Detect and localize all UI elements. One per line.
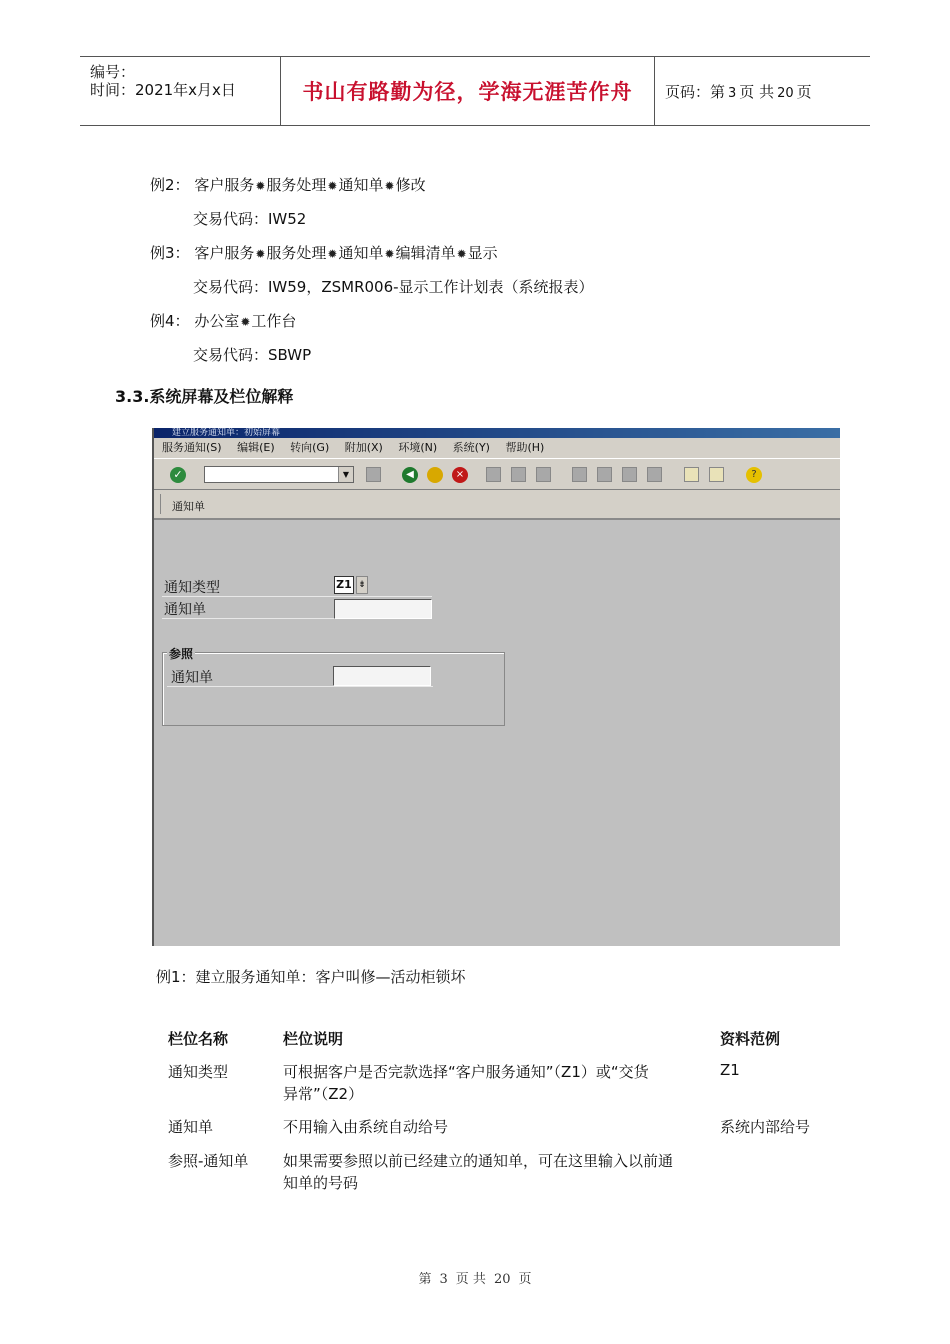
page-footer	[0, 1268, 950, 1287]
toolbar-divider	[160, 494, 161, 514]
page-prefix: 页码：第	[665, 82, 726, 101]
path-separator: ✹	[384, 247, 395, 261]
footer-suffix: 页	[518, 1272, 532, 1287]
path-step: 客户服务	[194, 176, 255, 194]
sap-screenshot	[152, 428, 840, 946]
table-cell-name: 参照-通知单	[168, 1152, 249, 1170]
table-cell-desc: 如果需要参照以前已经建立的通知单，可在这里输入以前通	[283, 1152, 674, 1170]
shortcut-icon[interactable]	[709, 467, 724, 482]
table-cell-desc: 不用输入由系统自动给号	[283, 1118, 449, 1136]
column-header-name: 栏位名称	[168, 1030, 229, 1048]
example-id: 例4：	[150, 312, 190, 330]
menu-goto[interactable]: 转向(G)	[290, 441, 330, 454]
path-separator: ✹	[456, 247, 467, 261]
number-label: 编号：	[90, 63, 136, 81]
reference-group-title: 参照	[169, 647, 194, 661]
notification-type-label: 通知类型	[164, 580, 220, 596]
table-cell-example: Z1	[720, 1061, 740, 1079]
footer-current: 3	[439, 1272, 448, 1287]
example-id: 例3：	[150, 244, 190, 262]
path-step: 通知单	[338, 244, 384, 262]
page-header	[80, 56, 870, 126]
path-step: 客户服务	[194, 244, 255, 262]
exit-icon[interactable]	[427, 467, 443, 483]
path-step: 办公室	[194, 312, 240, 330]
check-icon[interactable]: ✓	[170, 467, 186, 483]
header-meta-cell	[80, 57, 281, 125]
next-page-icon[interactable]	[622, 467, 637, 482]
section-title: 3.3.系统屏幕及栏位解释	[115, 387, 294, 406]
command-field[interactable]	[204, 466, 354, 483]
table-cell-desc: 可根据客户是否完款选择“客户服务通知”（Z1）或“交货	[283, 1063, 649, 1081]
footer-mid: 页 共	[455, 1272, 486, 1287]
path-separator: ✹	[255, 179, 266, 193]
path-separator: ✹	[384, 179, 395, 193]
menu-edit[interactable]: 编辑(E)	[237, 441, 275, 454]
path-step: 修改	[395, 176, 426, 194]
footer-prefix: 第	[418, 1272, 432, 1287]
example-2-path	[150, 174, 426, 195]
menu-bar	[154, 438, 840, 458]
value-help-icon[interactable]: ⇟	[356, 576, 368, 594]
standard-toolbar	[154, 458, 840, 490]
path-step: 工作台	[251, 312, 297, 330]
header-page-cell	[655, 57, 870, 125]
example-id: 例2：	[150, 176, 190, 194]
path-separator: ✹	[240, 315, 251, 329]
table-cell-desc: 知单的号码	[283, 1174, 359, 1192]
path-step: 通知单	[338, 176, 384, 194]
motto: 书山有路勤为径，学海无涯苦作舟	[302, 80, 633, 104]
find-icon[interactable]	[511, 467, 526, 482]
notification-type-input[interactable]: Z1	[334, 576, 354, 594]
page-suffix: 页	[796, 82, 812, 101]
field-divider	[167, 686, 433, 687]
notification-label: 通知单	[164, 602, 206, 618]
header-motto-cell	[281, 57, 655, 125]
path-step: 服务处理	[266, 176, 327, 194]
cancel-icon[interactable]: ×	[452, 467, 468, 483]
back-arrow-icon[interactable]: ◀	[402, 467, 418, 483]
menu-environment[interactable]: 环境(N)	[398, 441, 438, 454]
notification-input[interactable]	[334, 599, 432, 619]
page-total: 20	[777, 85, 794, 101]
page-mid: 页 共	[739, 82, 775, 101]
menu-extras[interactable]: 附加(X)	[344, 441, 383, 454]
example-3-path	[150, 242, 498, 263]
reference-notification-label: 通知单	[171, 670, 213, 686]
create-session-icon[interactable]	[684, 467, 699, 482]
help-icon[interactable]: ?	[746, 467, 762, 483]
print-icon[interactable]	[486, 467, 501, 482]
screen-label[interactable]: 通知单	[172, 500, 205, 513]
save-icon[interactable]	[366, 467, 381, 482]
page-current: 3	[728, 85, 737, 101]
find-next-icon[interactable]	[536, 467, 551, 482]
previous-page-icon[interactable]	[597, 467, 612, 482]
menu-notification[interactable]: 服务通知(S)	[162, 441, 222, 454]
footer-total: 20	[493, 1272, 511, 1287]
path-separator: ✹	[255, 247, 266, 261]
table-cell-example: 系统内部给号	[720, 1118, 811, 1136]
table-cell-desc: 异常”（Z2）	[283, 1085, 364, 1103]
column-header-desc: 栏位说明	[283, 1030, 344, 1048]
field-divider	[162, 596, 432, 597]
path-step: 编辑清单	[395, 244, 456, 262]
page-indicator	[665, 81, 812, 102]
last-page-icon[interactable]	[647, 467, 662, 482]
path-step: 显示	[467, 244, 498, 262]
example-3-code: 交易代码：IW59，ZSMR006-显示工作计划表（系统报表）	[193, 278, 594, 296]
example-2-code: 交易代码：IW52	[193, 210, 307, 228]
time-label: 时间：2021年x月x日	[90, 81, 236, 99]
window-title: 建立服务通知单：初始屏幕	[154, 428, 840, 438]
application-toolbar	[154, 490, 840, 520]
path-step: 服务处理	[266, 244, 327, 262]
table-cell-name: 通知类型	[168, 1063, 229, 1081]
table-cell-name: 通知单	[168, 1118, 214, 1136]
menu-system[interactable]: 系统(Y)	[452, 441, 490, 454]
menu-help[interactable]: 帮助(H)	[505, 441, 545, 454]
chevron-down-icon[interactable]: ▼	[338, 467, 353, 482]
example-4-code: 交易代码：SBWP	[193, 346, 312, 364]
figure-caption: 例1：建立服务通知单：客户叫修—活动柜锁坏	[156, 968, 466, 986]
column-header-example: 资料范例	[720, 1030, 781, 1048]
example-4-path	[150, 310, 296, 331]
path-separator: ✹	[327, 247, 338, 261]
reference-group	[162, 647, 505, 726]
first-page-icon[interactable]	[572, 467, 587, 482]
path-separator: ✹	[327, 179, 338, 193]
reference-notification-input[interactable]	[333, 666, 431, 686]
